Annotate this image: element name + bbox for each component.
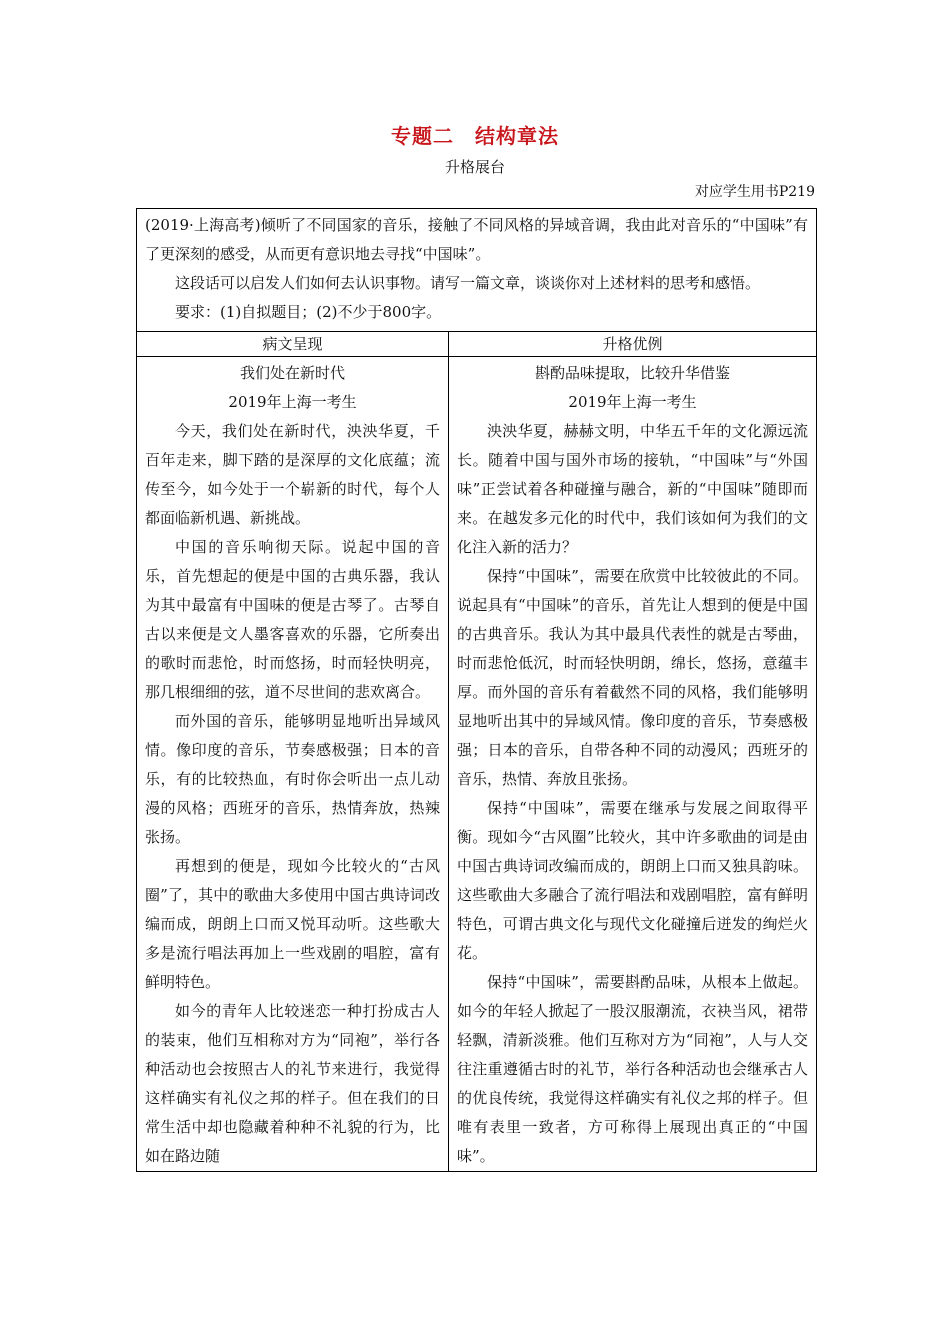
improved-paragraph: 泱泱华夏，赫赫文明，中华五千年的文化源远流长。随着中国与国外市场的接轨，“中国味”与“外国味”正尝试着各种碰撞与融合，新的“中国味”随即而来。在越发多元化的时代中，我们该如何为我们的文化注入新的活力？ <box>457 422 809 556</box>
essay-row <box>137 357 817 1172</box>
column-header-flawed: 病文呈现 <box>137 332 449 357</box>
prompt-cell <box>137 209 817 332</box>
book-reference: 对应学生用书P219 <box>694 184 815 200</box>
improved-paragraph: 保持“中国味”，需要在继承与发展之间取得平衡。现如今“古风圈”比较火，其中许多歌曲的词是由中国古典诗词改编而成的，朗朗上口而又独具韵味。这些歌曲大多融合了流行唱法和戏剧唱腔，富有鲜明特色，可谓古典文化与现代文化碰撞后迸发的绚烂火花。 <box>457 799 809 962</box>
header-row <box>137 332 817 357</box>
flawed-paragraph: 今天，我们处在新时代，泱泱华夏，千百年走来，脚下踏的是深厚的文化底蕴；流传至今，如今处于一个崭新的时代，每个人都面临新机遇、新挑战。 <box>145 422 440 527</box>
improved-essay-title: 斟酌品味提取，比较升华借鉴 <box>535 364 731 382</box>
improved-paragraph: 保持“中国味”，需要在欣赏中比较彼此的不同。说起具有“中国味”的音乐，首先让人想到的便是中国的古典音乐。我认为其中最具代表性的就是古琴曲，时而悲怆低沉，时而轻快明朗，绵长，悠扬，意蕴丰厚。而外国的音乐有着截然不同的风格，我们能够明显地听出其中的异域风情。像印度的音乐，节奏感极强；日本的音乐，自带各种不同的动漫风；西班牙的音乐，热情、奔放且张扬。 <box>457 567 809 788</box>
flawed-essay-author: 2019年上海一考生 <box>228 393 357 411</box>
flawed-paragraph: 而外国的音乐，能够明显地听出异域风情。像印度的音乐，节奏感极强；日本的音乐，有的比较热血，有时你会听出一点儿动漫的风格；西班牙的音乐，热情奔放，热辣张扬。 <box>145 712 440 846</box>
flawed-essay-cell <box>137 357 449 1172</box>
flawed-paragraph: 如今的青年人比较迷恋一种打扮成古人的装束，他们互相称对方为“同袍”，举行各种活动也会按照古人的礼节来进行，我觉得这样确实有礼仪之邦的样子。但在我们的日常生活中却也隐藏着种种不礼貌的行为，比如在路边随 <box>145 1002 440 1165</box>
prompt-row <box>137 209 817 332</box>
column-header-improved: 升格优例 <box>449 332 817 357</box>
section-subtitle: 升格展台 <box>444 158 505 176</box>
improved-essay-cell <box>449 357 817 1172</box>
prompt-requirements: 要求：(1)自拟题目；(2)不少于800字。 <box>175 303 442 321</box>
improved-essay-author: 2019年上海一考生 <box>568 393 697 411</box>
improved-paragraph: 保持“中国味”，需要斟酌品味，从根本上做起。如今的年轻人掀起了一股汉服潮流，衣袂当风，裙带轻飘，清新淡雅。他们互称对方为“同袍”，人与人交往注重遵循古时的礼节，举行各种活动也会继承古人的优良传统，我觉得这样确实有礼仪之邦的样子。但唯有表里一致者，方可称得上展现出真正的“中国味”。 <box>457 973 809 1165</box>
prompt-instruction: 这段话可以启发人们如何去认识事物。请写一篇文章，谈谈你对上述材料的思考和感悟。 <box>175 274 761 292</box>
prompt-material: (2019·上海高考)倾听了不同国家的音乐，接触了不同风格的异域音调，我由此对音乐的“中国味”有了更深刻的感受，从而更有意识地去寻找“中国味”。 <box>145 216 809 263</box>
flawed-paragraph: 再想到的便是，现如今比较火的“古风圈”了，其中的歌曲大多使用中国古典诗词改编而成，朗朗上口而又悦耳动听。这些歌大多是流行唱法再加上一些戏剧的唱腔，富有鲜明特色。 <box>145 857 440 991</box>
page-title: 专题二 结构章法 <box>391 124 559 148</box>
flawed-paragraph: 中国的音乐响彻天际。说起中国的音乐，首先想起的便是中国的古典乐器，我认为其中最富有中国味的便是古琴了。古琴自古以来便是文人墨客喜欢的乐器，它所奏出的歌时而悲怆，时而悠扬，时而轻快明亮，那几根细细的弦，道不尽世间的悲欢离合。 <box>145 538 440 701</box>
flawed-essay-title: 我们处在新时代 <box>239 364 345 382</box>
comparison-table <box>136 208 817 1172</box>
